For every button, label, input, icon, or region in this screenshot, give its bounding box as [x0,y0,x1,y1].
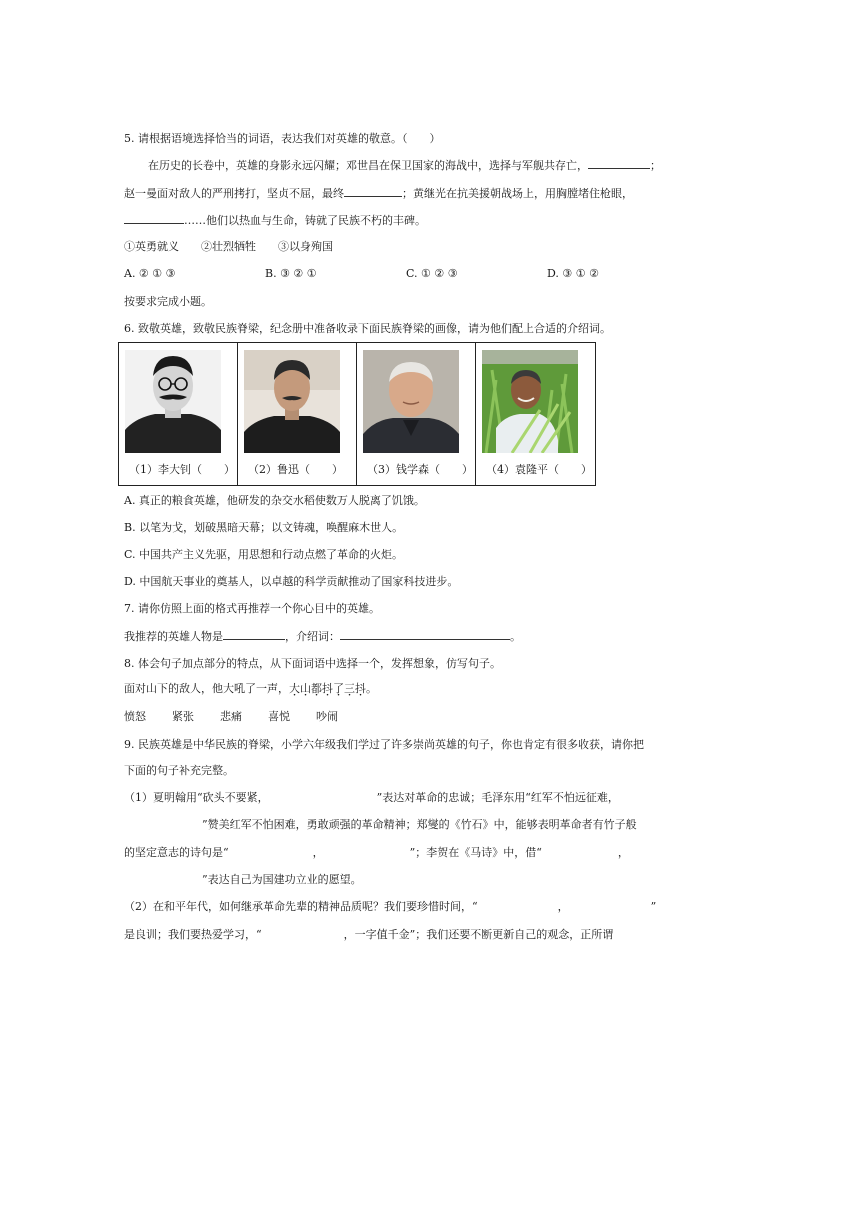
q9-title-line-1: 9. 民族英雄是中华民族的脊梁，小学六年级我们学过了许多崇尚英雄的句子，你也肯定有很多收获，请你把 [124,738,644,751]
word-item: ③以身殉国 [278,240,333,253]
portrait-card-yuan-longping [476,343,595,485]
dotted-char: 都 [311,682,322,695]
q8-text: 。 [366,682,377,695]
q5-text: ； [650,159,661,172]
dotted-char: 大 [289,682,300,695]
q5-text: 在历史的长卷中，英雄的身影永远闪耀；邓世昌在保卫国家的海战中，选择与军舰共存亡， [148,159,588,172]
q5-text: ……他们以热血与生命，铸就了民族不朽的丰碑。 [184,214,426,227]
q9-part2-line-1 [124,899,656,915]
intro-blank[interactable] [340,628,510,640]
portrait-card-li-dazhao [119,343,238,485]
portrait-card-lu-xun [238,343,357,485]
dotted-char: 抖 [322,682,333,695]
q7-text: 。 [510,630,521,643]
q5-option-c[interactable]: C. ① ② ③ [406,267,458,280]
q5-title: 5. 请根据语境选择恰当的词语，表达我们对英雄的敬意。（ ） [124,132,441,145]
q9-text: （1）夏明翰用“砍头不要紧， [124,791,269,804]
word-item: ①英勇就义 [124,240,179,253]
q9-part1-line-1 [124,790,619,806]
dotted-char: 了 [333,682,344,695]
q5-passage-line-3 [124,212,426,229]
q8-sentence [124,681,377,697]
q9-part2-line-2 [124,927,613,943]
q8-text: 面对山下的敌人，他大吼了一声， [124,682,289,695]
dotted-char: 抖 [355,682,366,695]
q9-text: 是良训；我们要热爱学习，“ [124,928,262,941]
instruction: 按要求完成小题。 [124,295,212,308]
q6-option-a[interactable]: A. 真正的粮食英雄，他研发的杂交水稻使数万人脱离了饥饿。 [124,494,425,507]
q9-text: ， [617,846,629,859]
q9-text: ， [557,900,569,913]
word-item: 吵闹 [316,710,338,723]
answer-blank[interactable] [124,212,184,224]
portrait-yuan-longping [482,350,578,453]
dotted-char: 三 [344,682,355,695]
q7-text: 我推荐的英雄人物是 [124,630,223,643]
portrait-table [118,342,596,486]
q9-text: ， [312,846,324,859]
q9-text: ”；李贺在《马诗》中，借“ [409,846,542,859]
q8-word-bank [124,709,338,725]
q9-text: ，一字值千金”；我们还要不断更新自己的观念，正所谓 [343,928,614,941]
q9-text: ”表达对革命的忠诚；毛泽东用“红军不怕远征难， [376,791,619,804]
portrait-lu-xun [244,350,340,453]
portrait-caption: （2）鲁迅（ ） [248,463,343,476]
q5-word-bank [124,239,333,255]
q9-text: （2）在和平年代，如何继承革命先辈的精神品质呢？我们要珍惜时间，“ [124,900,478,913]
q9-text: 的坚定意志的诗句是“ [124,846,229,859]
q5-text: 赵一曼面对敌人的严刑拷打，坚贞不屈，最终 [124,187,344,200]
q5-text: ；黄继光在抗美援朝战场上，用胸膛堵住枪眼， [402,187,633,200]
q9-text: ” [650,900,657,913]
portrait-caption: （3）钱学森（ ） [367,463,473,476]
q9-part1-line-3 [124,845,629,861]
hero-name-blank[interactable] [223,628,285,640]
q5-passage-line-2 [124,185,633,202]
dotted-char: 山 [300,682,311,695]
answer-blank[interactable] [588,157,650,169]
word-item: ②壮烈牺牲 [201,240,256,253]
portrait-caption: （1）李大钊（ ） [129,463,235,476]
portrait-card-qian-xuesen [357,343,476,485]
q5-option-b[interactable]: B. ③ ② ① [265,267,317,280]
q5-passage-line-1 [148,157,661,174]
q7-answer-line [124,628,521,645]
answer-blank[interactable] [344,185,402,197]
q9-part1-line-4: ”表达自己为国建功立业的愿望。 [202,873,362,886]
q7-text: ，介绍词： [285,630,340,643]
q6-option-b[interactable]: B. 以笔为戈，划破黑暗天幕；以文铸魂，唤醒麻木世人。 [124,521,404,534]
q9-title-line-2: 下面的句子补充完整。 [124,764,234,777]
word-item: 愤怒 [124,710,146,723]
q5-option-a[interactable]: A. ② ① ③ [124,267,176,280]
word-item: 紧张 [172,710,194,723]
q6-option-d[interactable]: D. 中国航天事业的奠基人，以卓越的科学贡献推动了国家科技进步。 [124,575,459,588]
q6-title: 6. 致敬英雄，致敬民族脊梁，纪念册中准备收录下面民族脊梁的画像，请为他们配上合适的介绍词。 [124,322,611,335]
portrait-li-dazhao [125,350,221,453]
word-item: 悲痛 [220,710,242,723]
word-item: 喜悦 [268,710,290,723]
q8-title: 8. 体会句子加点部分的特点，从下面词语中选择一个，发挥想象，仿写句子。 [124,657,501,670]
q6-option-c[interactable]: C. 中国共产主义先驱，用思想和行动点燃了革命的火炬。 [124,548,404,561]
q7-title: 7. 请你仿照上面的格式再推荐一个你心目中的英雄。 [124,602,380,615]
q9-part1-line-2: ”赞美红军不怕困难，勇敢顽强的革命精神；郑燮的《竹石》中，能够表明革命者有竹子般 [202,818,637,831]
portrait-qian-xuesen [363,350,459,453]
q5-option-d[interactable]: D. ③ ① ② [547,267,599,280]
portrait-caption: （4）袁隆平（ ） [486,463,592,476]
